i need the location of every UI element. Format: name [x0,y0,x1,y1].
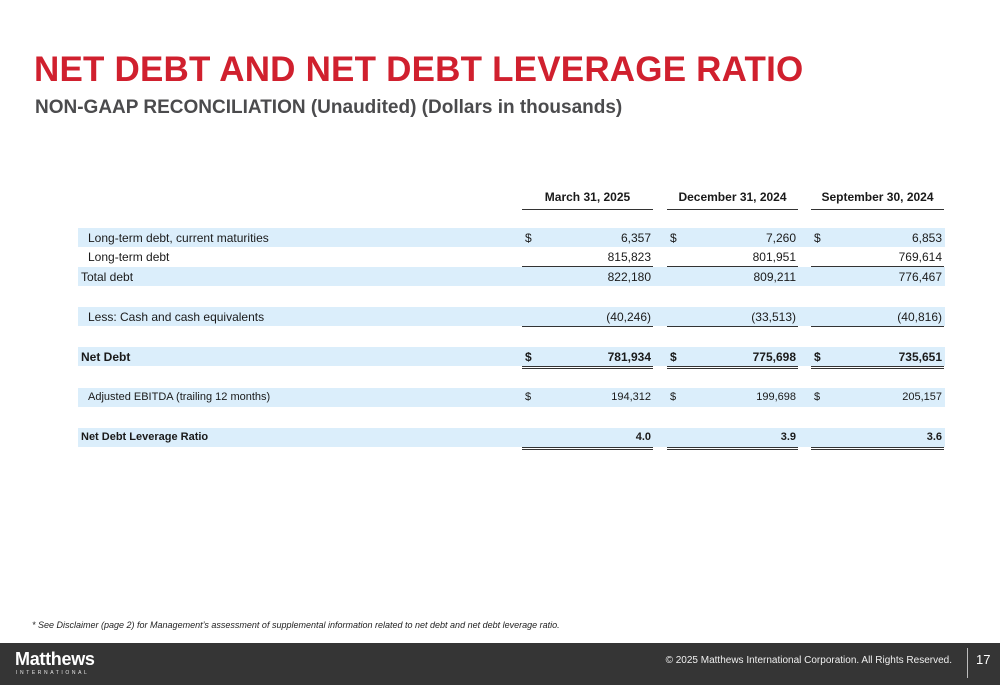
row-label: Less: Cash and cash equivalents [88,310,265,324]
amount: 6,853 [911,231,942,245]
cell-mar-2025 [522,428,653,450]
cell-dec-2024 [667,307,798,327]
amount: 3.6 [926,431,942,443]
amount: 809,211 [753,270,796,284]
cell-dec-2024 [667,388,798,407]
amount: 776,467 [898,270,942,284]
amount: 735,651 [898,350,942,364]
currency-symbol: $ [525,350,532,364]
amount: 769,614 [898,250,942,264]
currency-symbol: $ [525,231,532,245]
amount: 6,357 [620,231,651,245]
currency-symbol: $ [670,231,677,245]
page-subtitle: NON-GAAP RECONCILIATION (Unaudited) (Dollars in thousands) [35,97,623,118]
row-label: Net Debt Leverage Ratio [81,431,209,443]
logo-subtitle: INTERNATIONAL [16,670,90,676]
row-label: Long-term debt [88,250,170,264]
cell-sep-2024 [811,267,944,286]
row-label: Adjusted EBITDA (trailing 12 months) [88,391,271,403]
footnote: * See Disclaimer (page 2) for Management’s assessment of supplemental information related to net debt and net debt leverage ratio. [32,620,560,630]
cell-sep-2024 [811,307,944,327]
table-row-current-maturities [78,228,945,247]
currency-symbol: $ [814,350,821,364]
amount: (40,816) [897,310,942,324]
cell-dec-2024 [667,347,798,369]
table-row-adjusted-ebitda [78,388,945,407]
footer-divider [967,648,968,678]
cell-mar-2025 [522,307,653,327]
cell-mar-2025 [522,247,653,267]
logo-wordmark: Matthews [15,649,95,669]
currency-symbol: $ [525,391,532,403]
cell-mar-2025 [522,267,653,286]
copyright-text: © 2025 Matthews International Corporation. All Rights Reserved. [665,655,952,666]
cell-mar-2025 [522,347,653,369]
column-header-sep-2024: September 30, 2024 [811,190,944,210]
cell-dec-2024 [667,228,798,247]
column-header-dec-2024: December 31, 2024 [667,190,798,210]
table-row-leverage-ratio [78,428,945,447]
cell-dec-2024 [667,267,798,286]
amount: 801,951 [752,250,796,264]
column-header-mar-2025: March 31, 2025 [522,190,653,210]
table-row-cash [78,307,945,326]
amount: 3.9 [780,431,796,443]
currency-symbol: $ [814,231,821,245]
amount: 7,260 [765,231,796,245]
amount: 194,312 [611,391,651,403]
cell-sep-2024 [811,388,944,407]
table-row-total-debt [78,267,945,286]
amount: 205,157 [902,391,942,403]
amount: 815,823 [607,250,651,264]
cell-sep-2024 [811,247,944,267]
amount: 775,698 [752,350,796,364]
amount: (40,246) [606,310,651,324]
page-title: NET DEBT AND NET DEBT LEVERAGE RATIO [34,50,804,89]
row-label: Net Debt [81,350,131,364]
row-label: Total debt [81,270,134,284]
cell-sep-2024 [811,228,944,247]
cell-sep-2024 [811,347,944,369]
currency-symbol: $ [670,391,677,403]
amount: 4.0 [635,431,651,443]
footer-bar [0,643,1000,685]
table-row-net-debt [78,347,945,366]
amount: (33,513) [751,310,796,324]
page-number: 17 [976,652,991,667]
currency-symbol: $ [814,391,821,403]
row-label: Long-term debt, current maturities [88,231,269,245]
cell-dec-2024 [667,428,798,450]
cell-sep-2024 [811,428,944,450]
currency-symbol: $ [670,350,677,364]
cell-mar-2025 [522,388,653,407]
table-row-long-term-debt [78,247,945,266]
amount: 781,934 [607,350,651,364]
cell-mar-2025 [522,228,653,247]
cell-dec-2024 [667,247,798,267]
amount: 199,698 [756,391,796,403]
amount: 822,180 [607,270,651,284]
